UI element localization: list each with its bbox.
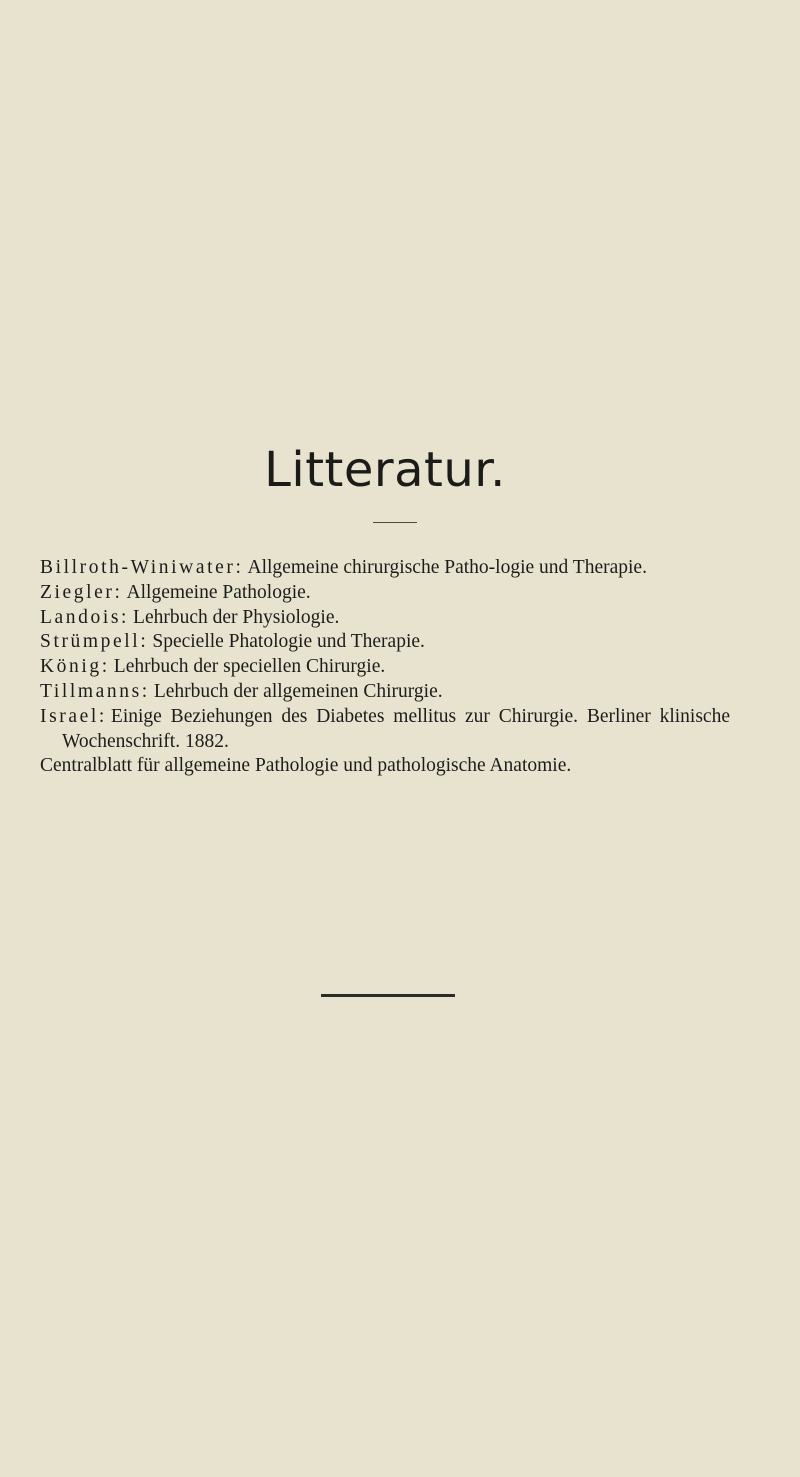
title-divider	[373, 522, 417, 523]
entry-text: Einige Beziehungen des Diabetes mellitus zur Chirurgie. Berliner klinische Wochenschrift. 1882.	[62, 705, 730, 752]
bibliography-list	[40, 556, 730, 779]
bibliography-entry	[40, 556, 730, 581]
bibliography-entry	[40, 581, 730, 606]
entry-author: Landois:	[40, 606, 130, 628]
entry-text: Lehrbuch der allgemeinen Chirurgie.	[153, 680, 443, 702]
entry-author: Ziegler:	[40, 581, 123, 603]
entry-author: König:	[40, 656, 110, 678]
entry-text: Lehrbuch der speciellen Chirurgie.	[113, 656, 386, 678]
bibliography-entry	[40, 705, 730, 755]
entry-author: Strümpell:	[40, 631, 149, 653]
entry-text: Lehrbuch der Physiologie.	[133, 606, 340, 628]
entry-text: Specielle Phatologie und Therapie.	[152, 631, 425, 653]
entry-author: Israel:	[40, 705, 107, 727]
bibliography-entry	[40, 655, 730, 680]
entry-author: Tillmanns:	[40, 680, 150, 702]
entry-text: Centralblatt für allgemeine Pathologie und pathologische Anatomie.	[40, 755, 572, 777]
entry-text: Allgemeine Pathologie.	[126, 581, 311, 603]
bibliography-entry	[40, 754, 730, 779]
bibliography-entry	[40, 630, 730, 655]
end-rule	[321, 994, 455, 997]
entry-author: Billroth-Winiwater:	[40, 557, 244, 578]
page-title: Litteratur.	[264, 442, 506, 498]
bibliography-entry	[40, 606, 730, 631]
entry-text: Allgemeine chirurgische Patho-logie und Therapie.	[247, 557, 647, 578]
bibliography-entry	[40, 680, 730, 705]
